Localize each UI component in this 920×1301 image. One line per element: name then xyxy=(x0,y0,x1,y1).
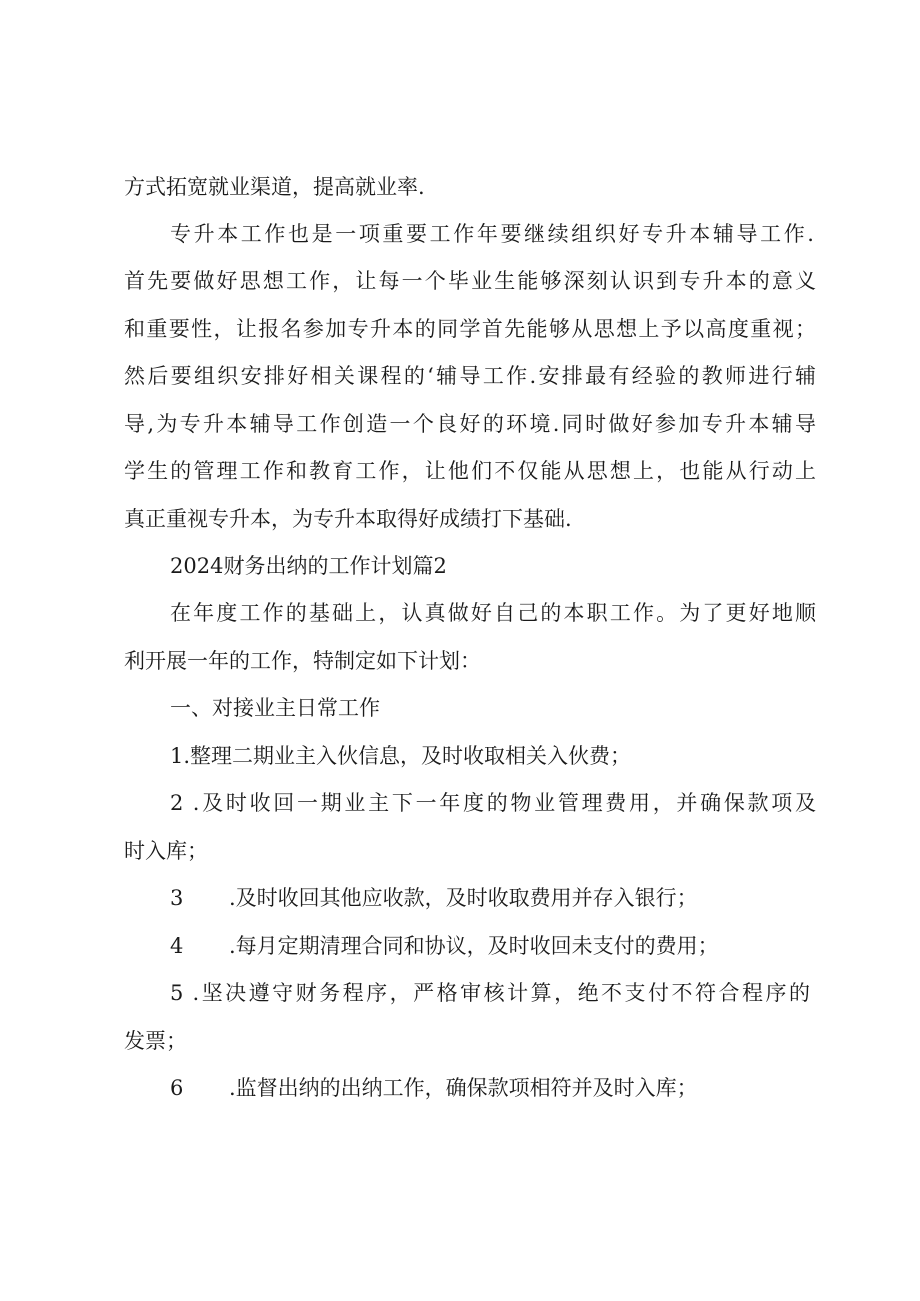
list-item-number: 6 xyxy=(170,1076,184,1100)
paragraph-line: 首先要做好思想工作，让每一个毕业生能够深刻认识到专升本的意义 xyxy=(124,269,816,293)
list-item-continuation: 时入库； xyxy=(124,839,208,863)
list-item: .监督出纳的出纳工作，确保款项相符并及时入库； xyxy=(229,1076,698,1100)
paragraph-line: 导,为专升本辅导工作创造一个良好的环境.同时做好参加专升本辅导 xyxy=(124,412,816,436)
list-item-number: 4 xyxy=(170,934,184,958)
paragraph-line: 在年度工作的基础上，认真做好自己的本职工作。为了更好地顺 xyxy=(170,601,816,625)
paragraph-line: 利开展一年的工作，特制定如下计划： xyxy=(124,649,481,673)
paragraph-line: 然后要组织安排好相关课程的‘辅导工作.安排最有经验的教师进行辅 xyxy=(124,364,816,388)
section-heading: 2024财务出纳的工作计划篇2 xyxy=(170,554,447,578)
list-item: 1.整理二期业主入伙信息，及时收取相关入伙费； xyxy=(170,744,632,768)
subsection-heading: 一、对接业主日常工作 xyxy=(170,696,380,720)
list-item-number: 3 xyxy=(170,886,184,910)
list-item: 5 .坚决遵守财务程序，严格审核计算，绝不支付不符合程序的 xyxy=(170,981,810,1005)
list-item-continuation: 发票； xyxy=(124,1029,187,1053)
paragraph-line: 学生的管理工作和教育工作，让他们不仅能从思想上，也能从行动上 xyxy=(124,459,816,483)
paragraph-line: 方式拓宽就业渠道，提高就业率. xyxy=(124,175,425,199)
paragraph-line: 真正重视专升本，为专升本取得好成绩打下基础. xyxy=(124,507,572,531)
list-item: .及时收回其他应收款，及时收取费用并存入银行； xyxy=(229,886,698,910)
list-item: 2 .及时收回一期业主下一年度的物业管理费用，并确保款项及 xyxy=(170,791,816,815)
list-item: .每月定期清理合同和协议，及时收回未支付的费用； xyxy=(229,934,719,958)
paragraph-line: 和重要性，让报名参加专升本的同学首先能够从思想上予以高度重视； xyxy=(124,317,816,341)
paragraph-line: 专升本工作也是一项重要工作年要继续组织好专升本辅导工作. xyxy=(170,222,814,246)
